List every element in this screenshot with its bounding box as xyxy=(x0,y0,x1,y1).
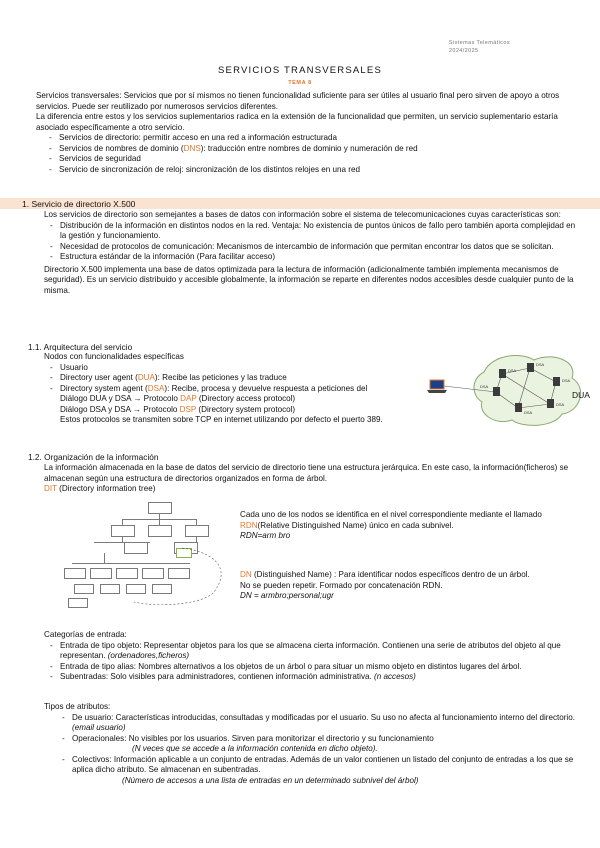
architecture-list xyxy=(50,363,424,395)
protocol-dap-line: Diálogo DUA y DSA → Protocolo DAP (Directory access protocol) xyxy=(60,394,296,403)
dn-line-2: No se pueden repetir. Formado por concatenación RDN. xyxy=(240,580,443,590)
svg-text:DSA: DSA xyxy=(556,402,565,407)
section-1-1-body xyxy=(44,352,424,426)
rdn-paragraph: Cada uno de los nodos se identifica en el nivel correspondiente mediante el llamado xyxy=(240,510,542,519)
svg-text:DSA: DSA xyxy=(562,378,571,383)
intro-section xyxy=(36,91,576,175)
entry-alias: - Entrada de tipo alias: Nombres alternativos a los objetos de un árbol o para situar un mismo objeto en distintos lugares del árbol. xyxy=(50,662,584,673)
intro-item-security: - Servicios de seguridad xyxy=(49,154,576,165)
laptop-icon xyxy=(427,380,447,393)
intro-paragraph-2: La diferencia entre estos y los servicios suplementarios radica en la extensión de la funcionalidad que permiten, un servicio suplementario estaría asociado específicamente a otro servicio. xyxy=(36,112,558,132)
entry-object: - Entrada de tipo objeto: Representar objetos para los que se almacena cierta información. Contienen una serie de atributos del objeto al que representan. (ordenadores,ficheros) xyxy=(50,641,584,662)
section-1-heading: 1. Servicio de directorio X.500 xyxy=(22,199,136,209)
course-year: 2024/2025 xyxy=(448,47,479,54)
rdn-acronym: RDN xyxy=(240,520,258,530)
dn-acronym: DN xyxy=(240,570,252,579)
dsa-acronym: DSA xyxy=(147,383,165,393)
attribute-operational: - Operacionales: No visibles por los usuarios. Sirven para monitorizar el directorio y su funcionamiento (N veces que se accede a la información contenida en dicho objeto). xyxy=(62,734,580,755)
attribute-types-list xyxy=(62,713,580,787)
rdn-line: RDN(Relative Distinguished Name) único en cada subnivel. xyxy=(240,520,454,530)
rdn-block xyxy=(240,510,580,542)
dap-acronym: DAP xyxy=(180,394,197,403)
section-1-paragraph-1: Los servicios de directorio son semejantes a bases de datos con información sobre el sistema de telecomunicaciones cuyas características son: xyxy=(44,210,561,219)
dit-line: DIT (Directory information tree) xyxy=(44,484,156,493)
svg-text:DSA: DSA xyxy=(536,362,545,367)
dit-tree-diagram xyxy=(64,498,240,614)
network-figure xyxy=(422,352,592,428)
dsa-server-2 xyxy=(527,363,534,372)
page-subtitle: TEMA 8 xyxy=(288,80,312,86)
section-1-item-distribution: - Distribución de la información en distintos nodos en la red. Ventaja: No existencia de puntos únicos de fallo pero también aporta complejidad en la gestión y funcionamiento. xyxy=(50,221,580,242)
dua-acronym: DUA xyxy=(137,373,155,382)
svg-text:DSA: DSA xyxy=(480,384,489,389)
intro-item-directory: - Servicios de directorio: permitir acceso en una red a información estructurada xyxy=(49,133,576,144)
protocol-tcp-line: Estos protocolos se transmiten sobre TCP en internet utilizando por defecto el puerto 389. xyxy=(60,415,383,424)
dit-dashed-path xyxy=(64,498,240,614)
intro-paragraph-1: Servicios transversales: Servicios que por sí mismos no tienen funcionalidad suficiente para ser útiles al usuario final pero sirven de apoyo a otros servicios. Puede ser reutilizado por numerosos servicios diferentes. xyxy=(36,91,560,111)
page-title: SERVICIOS TRANSVERSALES xyxy=(218,65,382,76)
dsa-server-5 xyxy=(515,403,522,412)
dsa-server-3 xyxy=(553,377,560,386)
organization-paragraph: La información almacenada en la base de datos del servicio de directorio tiene una estructura jerárquica. En este caso, la información(ficheros) se almacenan según una estructura de directorios organizados en forma de árbol. xyxy=(44,463,569,483)
entry-categories xyxy=(44,630,584,683)
architecture-lead: Nodos con funcionalidades específicas xyxy=(44,352,184,361)
course-subject: Sistemas Telemáticos xyxy=(448,40,510,46)
course-header xyxy=(449,40,510,55)
dn-example: DN = armbro;personal;ugr xyxy=(240,591,334,600)
entry-categories-heading: Categorías de entrada: xyxy=(44,630,127,639)
dsa-server-6 xyxy=(493,387,500,396)
protocol-dsp-line: Diálogo DSA y DSA → Protocolo DSP (Directory system protocol) xyxy=(60,404,296,414)
dns-acronym: DNS xyxy=(183,143,201,153)
dua-label: DUA xyxy=(572,390,590,400)
intro-list xyxy=(49,133,576,175)
architecture-item-dsa: - Directory system agent (DSA): Recibe, procesa y devuelve respuesta a peticiones del xyxy=(50,384,424,395)
dn-line: DN (Distinguished Name) : Para identificar nodos específicos dentro de un árbol. xyxy=(240,570,530,579)
entry-subentries: - Subentradas: Solo visibles para administradores, contienen información administrativa. (n accesos) xyxy=(50,672,584,683)
intro-item-clock: - Servicio de sincronización de reloj: sincronización de los distintos relojes en una red xyxy=(49,165,576,176)
attribute-types-heading: Tipos de atributos: xyxy=(44,702,111,711)
section-1-2-heading: 1.2. Organización de la información xyxy=(28,452,159,462)
entry-categories-list xyxy=(50,641,584,683)
architecture-item-dua: - Directory user agent (DUA): Recibe las peticiones y las traduce xyxy=(50,373,424,384)
attribute-user: - De usuario: Características introducidas, consultadas y modificadas por el usuario. Su uso no afecta al funcionamiento interno del directorio. (email usuario) xyxy=(62,713,580,734)
svg-text:DSA: DSA xyxy=(508,368,517,373)
attribute-collective: - Colectivos: Información aplicable a un conjunto de entradas. Además de un valor contienen un listado del conjunto de entradas a los que se aplica dicho atributo. Se almacenan en subentradas. (Número de accesos a una lista de entradas en un determinado subnivel del árbol) xyxy=(62,755,580,787)
section-1-paragraph-2: Directorio X.500 implementa una base de datos optimizada para la lectura de información (adicionalmente también implementa mecanismos de seguridad). Es un servicio distribuido y accesible globalmente, la información se reparte en diferentes nodos accesibles desde cualquier punto de la misma. xyxy=(44,264,574,295)
rdn-example: RDN=arm bro xyxy=(240,531,291,540)
section-1-list xyxy=(50,221,580,263)
section-1-item-protocols: - Necesidad de protocolos de comunicación: Mecanismos de intercambio de información que permitan encontrar los datos que se solicitan. xyxy=(50,242,580,253)
dsa-network-diagram xyxy=(422,352,592,428)
attribute-types xyxy=(44,702,580,786)
protocol-lines xyxy=(60,394,424,426)
dsa-server-4 xyxy=(547,399,554,408)
section-1-2-body xyxy=(44,463,576,495)
intro-item-dns: - Servicios de nombres de dominio (DNS): traducción entre nombres de dominio y numeración de red xyxy=(49,144,576,155)
section-1-body xyxy=(44,210,580,296)
dn-block xyxy=(240,570,580,602)
section-1-item-structure: - Estructura estándar de la información (Para facilitar acceso) xyxy=(50,252,580,263)
section-1-1-heading: 1.1. Arquitectura del servicio xyxy=(28,342,133,352)
dsp-acronym: DSP xyxy=(179,404,197,414)
dsa-server-1 xyxy=(499,369,506,378)
architecture-item-user: - Usuario xyxy=(50,363,424,374)
svg-text:DSA: DSA xyxy=(524,410,533,415)
dit-acronym: DIT xyxy=(44,484,57,493)
